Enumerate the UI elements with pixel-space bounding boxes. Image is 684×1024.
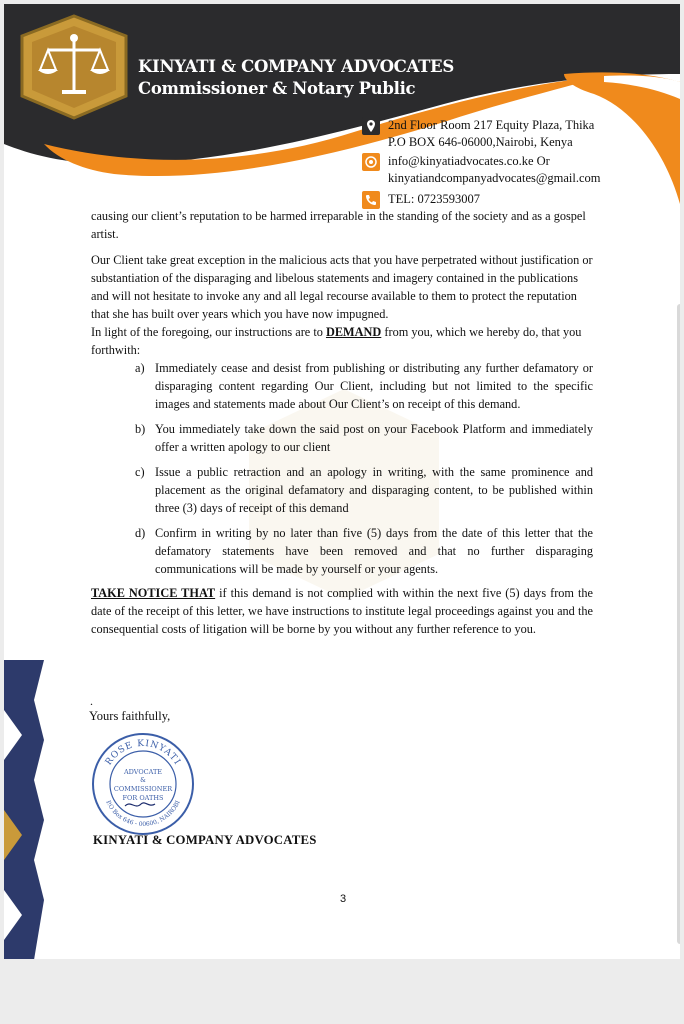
scales-logo-icon [22,16,126,118]
letter-body [91,207,593,638]
stamp-name: ROSE KINYATI [103,738,183,768]
phone-icon [362,191,380,208]
signer-name: KINYATI & COMPANY ADVOCATES [93,833,317,847]
scrollbar[interactable] [677,304,680,944]
list-item: d) Confirm in writing by no later than five (5) days from the date of this letter that the defamatory statements have been removed and that no further disparaging communications will be made by yourself or your agents. [135,526,593,576]
advocate-stamp [89,730,197,838]
closing: Yours faithfully, [89,709,171,723]
notice-paragraph: TAKE NOTICE THAT if this demand is not complied with within the next five (5) days from the date of the receipt of this letter, we have instructions to institute legal proceedings against you and the consequential costs of litigation will be borne by you without any further reference to you. [91,586,593,636]
left-decoration [4,660,44,959]
email-line-1[interactable]: info@kinyatiadvocates.co.ke Or [388,154,550,168]
page-number: 3 [340,893,347,905]
paragraph-2: Our Client take great exception in the malicious acts that you have perpetrated without justification or substantiation of the disparaging and libelous statements and imagery contained in the publications and will not hesitate to invoke any and all legal recourse available to them to protect the reputation that she has built over years which you have now impugned. [91,253,593,321]
demand-list [91,359,593,578]
demand-emphasis: DEMAND [325,325,382,339]
email-icon [362,153,380,170]
firm-name-block [138,56,454,100]
contact-block [362,117,601,208]
letter-page [4,4,680,959]
firm-name: KINYATI & COMPANY ADVOCATES [138,57,454,76]
paragraph-1: causing our client’s reputation to be harmed irreparable in the standing of the society and as a gospel artist. [91,209,586,241]
stamp-line-3: COMMISSIONER [113,785,173,793]
stamp-line-1: ADVOCATE [123,768,163,776]
list-item: c) Issue a public retraction and an apology in writing, with the same prominence and placement as the original defamatory and disparaging content, to be published within three (3) days of receipt of this demand [135,465,593,515]
firm-subtitle: Commissioner & Notary Public [138,79,416,98]
notice-emphasis: TAKE NOTICE THAT [91,586,216,600]
stamp-line-4: FOR OATHS [122,794,164,802]
stamp-address: P.O Box 646 - 00600, NAIROBI [104,799,182,829]
address-line-1: 2nd Floor Room 217 Equity Plaza, Thika [388,118,595,132]
stray-dot: . [90,694,93,708]
stamp-line-2: & [140,776,146,784]
telephone[interactable]: TEL: 0723593007 [388,192,481,206]
list-item: a) Immediately cease and desist from publishing or distributing any further defamatory or disparaging content regarding Our Client, including but not limited to the specific images and statements made about Our Client’s on receipt of this demand. [135,361,593,411]
email-line-2[interactable]: kinyatiandcompanyadvocates@gmail.com [388,171,601,185]
list-item: b) You immediately take down the said post on your Facebook Platform and immediately offer a written apology to our client [135,422,593,454]
paragraph-3: In light of the foregoing, our instructions are to DEMAND from you, which we hereby do, that you forthwith: [91,325,582,357]
signature-scribble [125,803,155,806]
address-line-2: P.O BOX 646-06000,Nairobi, Kenya [388,135,573,149]
location-pin-icon [362,117,380,134]
